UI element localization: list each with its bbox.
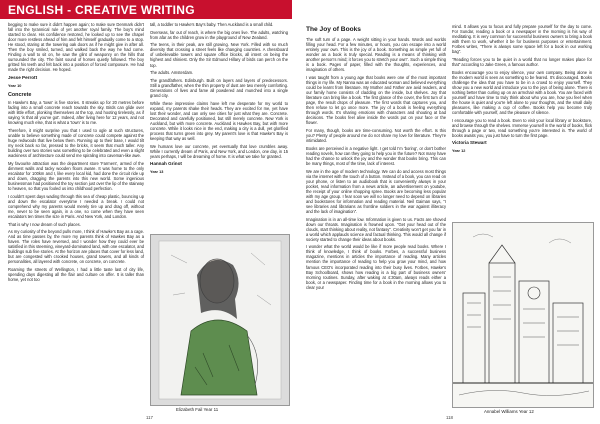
student-artwork-photo	[452, 222, 594, 408]
paragraph: We humans love our concrete, yet eventually that love crumbles away. While I currently dream of Paris, and New York, and London, one day, in 15 years perhaps, I will be dreaming of home. It is what we take for granted.	[150, 143, 288, 159]
paragraph: I encourage you to read a book. Even to visit your local library or bookstore, and browse through the shelves. Immerse yourself in the world of books, flick through a page or two, read something you're interested in. The world of books awaits you, you just have to turn the first page.	[452, 117, 592, 138]
paragraph: I couldn't spent days wading through this sea of cheap plastic, bouncing up and down the escalator everytime I needed a break. I could not comprehend why my parents would merely tire up and drag off, without me, never to be seen again, in a one, so come when they have seen escalators ten times the size in Paris. And New York, and London.	[8, 193, 144, 219]
right-column-2	[452, 24, 592, 157]
paragraph: The grandfathers. Edinburgh. Built on layers and layers of predecessors. Still a grandfather, when the thin property of dust are two merely comforting. Generations of lives and fame all powdered and munched into a single grand city.	[150, 77, 288, 98]
paragraph: I wonder what the world would be like if more people read books. Where I think of knowledge, I think of books. Forbes, a successful business magazine, mentions in articles the importance of reading. Many articles mention the importance of reading to help you grow your mind, and how famous CEO's incorporated reading into their busy lives. Forbes, Hawke's Bay Schoolboard, shows how reading is a big part of business owners' morning routines. Sunday, after waking at 4:30am, always reads either a book, or a newspaper. Finding time for a book in the morning allows you to clear your	[306, 244, 446, 290]
paragraph: In Hawke's Bay, a 'town' is five stories. It streaks up for 20 metres before fading into a small concrete reach towards the sky. Birds can glide over with little effort, plonking themselves at the top, and hooting tirelessly, as if saying 'is that all you've got'. Indeed, after living here for 12 years, and not knowing much else, that is what a 'town' is to me.	[8, 100, 144, 126]
artwork-caption: Elizabeth Fail Year 11	[176, 407, 219, 412]
paragraph: My favourite attraction was the department store 'Farmers', armed of the dimmest walls and tacky wooden floors aware. It was home to the only escalator for 100km and I, like every local kid, had done the circuit ride up and down, dragging the parents into this new world. Some ingenious businessman had positioned the toy section just over the lip of the stairway to heaven, so that you fooled us into childhood perfection.	[8, 160, 144, 192]
author-year: Year 13	[150, 170, 164, 175]
paragraph: The teens, in their peak, are still growing. New York. Filled with so much diversity that crossing a street feels like changing countries. A chessboard of unbelievable towers and square office blocks, all intent on being the highest and shiniest. Only the Sir Edmund Hillary of birds can perch on the top.	[150, 42, 288, 68]
left-column-2	[150, 22, 288, 178]
paragraph: As my curiosity of the beyond pulls more, I think of Hawke's Bay as a cage. And as time passes by, the more my parents think of Hawkes Bay as a haven. The roles have reversed, and I wonder how they could ever be satisfied in this steeming, vineyard-dominated land, with one escalator, and buildings sub five stories. At the horizon are places that cover for less land, but are congested with crooked houses, grand towers, and all kinds of personalities, all layered with concrete, on concrete, on concrete.	[8, 229, 144, 265]
article-heading: Concrete	[8, 92, 32, 99]
paragraph: Imagination is in an all-time low. Information is given to us. Facts are shoved down our throats. Imagination is frowned upon. "Get your head out of the clouds, start thinking about reality, not fantasy". Creativity won't get you far in a world which applauds science and factual thinking. This would all change if society started to change their ideas about books.	[306, 216, 446, 242]
section-header	[0, 0, 292, 19]
cityscape-sketch-image	[453, 223, 593, 407]
page-number: 117	[146, 415, 153, 420]
artwork-caption: Annabel Williams Year 12	[484, 409, 534, 414]
paragraph: Books encourage you to enjoy silence, your own company. Being alone in the modern world is seen as something to be feared. It's discouraged. Books challenge the idea that you have to be in a crowd to enjoy yourself. They show you a new world and introduce you to the joys of being alone. There is nothing better than curling up on an armchair with a book. You are faced with yourself and have time to truly think about who you are, how you feel when the house is quiet and you're left alone to your thoughts, and the small daily pleasures, like making a cup of coffee. Books help you become truly comfortable with yourself, and the pleasure of silence.	[452, 69, 592, 115]
paragraph: tall, a toddler to Hawke's Bay's baby. Then Auckland is a small child.	[150, 22, 274, 27]
left-column-1	[8, 22, 144, 285]
paragraph: The adults. Amsterdam.	[150, 70, 194, 76]
author-name: Victoria Stewart	[452, 140, 487, 146]
paragraph: Overseas, far out of reach, is where the big ones live. The adults, watching from afar as the children grow in the playground of New Zealand.	[150, 29, 288, 40]
paragraph: The soft turn of a page. A weight sitting in your hands. Words and worlds filling your head. For a few minutes, or hours, you can escape into a world entirely your own. This is the joy of a book. Something as simple yet full of wonder as a book is truly special. Reading is a means of thinking with another person's mind; it forces you to stretch your own". Such a simple thing is a book. Pages of paper, filled with the thoughts, experiences, and imagination of others.	[306, 37, 446, 73]
paragraph: That is why I now dream of such places.	[8, 221, 81, 227]
paragraph: We are in the age of modern technology. We can do and access most things via the internet with the touch of a button. Instead of a book, you can read on your phone, or listen to an audiobook that is conveniently always in your pocket, read information from a news article, an advertisement on youtube, the receipt of your online shopping spree. Books are becoming less popular with my age group. I fear soon we will no longer need to depend on libraries and bookstores for information and reading material. Neil Gaiman says, "I see libraries and librarians as frontline soldiers in the war against illiteracy and the lack of imagination".	[306, 168, 446, 214]
paragraph: Roaming the streets of Wellington, I had a little taste last of city life, spending days digesting all the flair and culture on offer. It is taller than home, yet not too	[8, 267, 144, 283]
paragraph: mind. It allows you to focus and fully prepare yourself for the day to come. For Sundar, reading a book or a newspaper in the morning is his way of meditating. It is very common for successful business owners to bring a book with them to work, whether it be for business purposes or entertainment. Forbes writes, "There is always some space left for a book in our working bag".	[452, 24, 592, 55]
paragraph: Therefore, it might surprise you that I used to ogle at such structures, unable to believe something made of concrete could compete against the huge redwoods that live below them. Running up to their base, I would tilt my neck back so far, pressed to the bricks, it seem that much taller. Any building over two stories was something to be celebrated and even a slight wackiness of architecture could send me spiraling into caveman-like awe.	[8, 127, 144, 159]
paragraph: While these impressive claims have left me desperate for my world to expand, my parents shake their heads. They are excited for me, yet have lost their wonder, and can only see cities for just what they are. Concrete. Decorated and carefully positioned, but still merely concrete. New York is Auckland, but with more concrete. Auckland is Hawkes Bay, but with more concrete. While it looks nice in the end, making a city is a dull, yet glorified process that turns green into grey. My parent's love is that Hawke's Bay is keeping that way as well.	[150, 100, 288, 141]
section-title: ENGLISH - CREATIVE WRITING	[8, 3, 195, 17]
paragraph: I was taught from a young age that books were one of the most important things in my life. My Nanna was an educated woman and believed everything could be learnt from literature. My Mother and Father are avid readers, and our family home consists of cladding on the inside, but shelves. Joy that literature can bring like a book. The first glance of the cover, the first turn of a page, the result drops of pleasure. The first words that captures you, and then refuse to let go once more. The joy of a book is feeling everything through words. It's sharing emotions with characters and shouting at bad decisions. The books feel alive inside the words put on your face or the flower.	[306, 74, 446, 126]
article-heading: The Joy of Books	[306, 26, 361, 33]
paragraph: "Reading forces you to be quiet in a world that no longer makes place for that" according to Jake Green, a famous author.	[452, 56, 592, 67]
author-name: Jesse Perrott	[8, 75, 38, 81]
student-artwork-photo	[150, 234, 290, 406]
paragraph: Books are perceived in a negative light. I get told I'm 'boring', or don't bother reading novels, how can they going to help you in the future? Not many have had the chance to unlock the joy and the wonder that books bring. This can be many things, most of the time, lack of interest.	[306, 145, 446, 166]
story-ending-text: begging to make sure it didn't happen again; to make sure Denmark didn't fall into the tyrannical rule of yet another royal family. The boy's mind started to clear. His confidence restored, he looked up to see the chapel door more restless ahead of him and felt himself gradually come to a stop. He stood, staring at the towering oak doors as if he might give in after all. Then the boy smiled, turned, and walked back the way he had come. Finding a wall to sit on, he saw the glint of weaponry on the hills that surrounded the city. The faint sound of horses quietly followed. The boy gritted his teeth and felt back into a position of forced composure. He had made the right decision. He hoped.	[8, 22, 144, 73]
author-year: Year 12	[452, 149, 466, 154]
paragraph: For many, though, books are time-consuming. Not worth the effort. Is this you? Plenty of people around me do not share my love for literature. They're intimidated.	[306, 127, 446, 144]
figure-sketch-image	[151, 235, 289, 405]
page-number: 118	[446, 415, 453, 420]
right-column-1	[306, 24, 446, 292]
author-name: Hannah Grinot	[150, 161, 182, 167]
author-year: Year 10	[8, 84, 22, 89]
